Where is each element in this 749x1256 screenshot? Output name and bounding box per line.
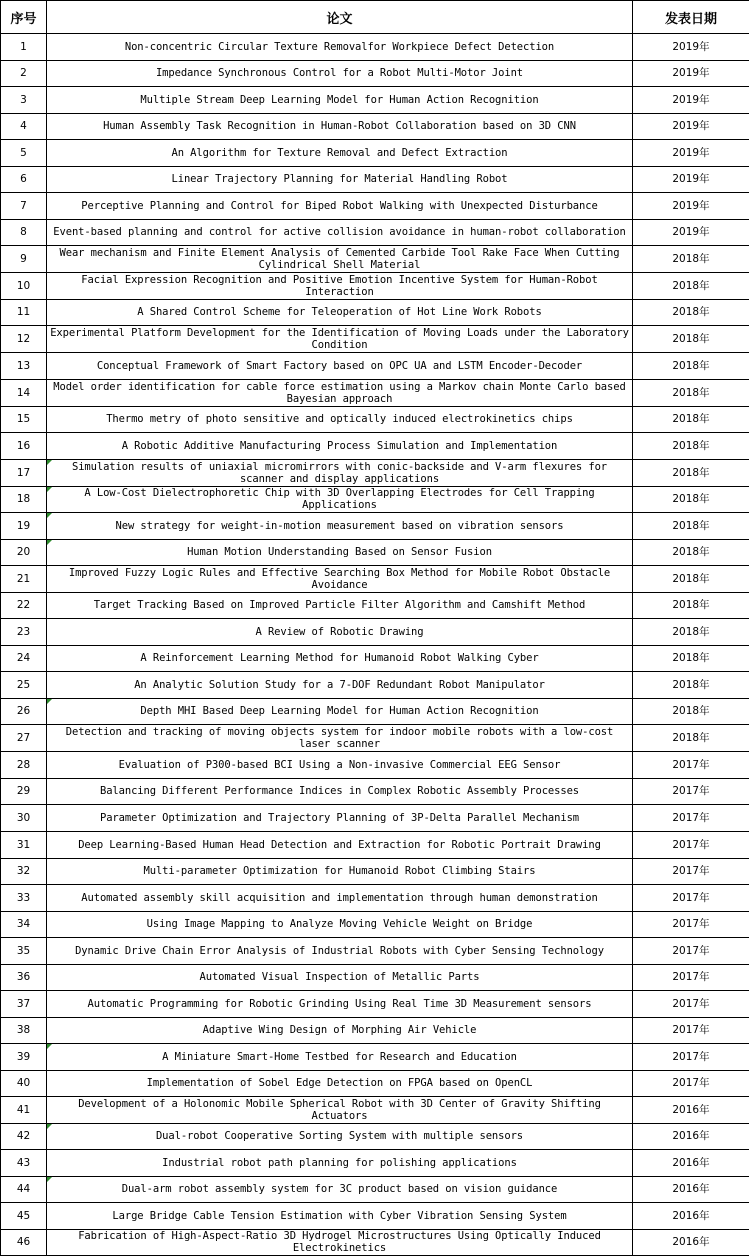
cell-date[interactable]: 2018年 (633, 299, 749, 326)
cell-title[interactable]: Conceptual Framework of Smart Factory based on OPC UA and LSTM Encoder-Decoder (47, 353, 633, 380)
cell-date[interactable]: 2018年 (633, 566, 749, 593)
table-row (1, 353, 749, 380)
cell-seq[interactable]: 37 (1, 991, 47, 1018)
cell-date[interactable]: 2017年 (633, 752, 749, 779)
cell-title[interactable]: Industrial robot path planning for polishing applications (47, 1150, 633, 1177)
cell-seq[interactable]: 17 (1, 459, 47, 486)
header-seq[interactable]: 序号 (1, 1, 47, 34)
cell-date[interactable]: 2016年 (633, 1229, 749, 1256)
cell-date[interactable]: 2018年 (633, 433, 749, 460)
table-row (1, 113, 749, 140)
cell-seq[interactable]: 45 (1, 1203, 47, 1230)
cell-title[interactable]: Depth MHI Based Deep Learning Model for Human Action Recognition (47, 698, 633, 725)
cell-seq[interactable]: 27 (1, 725, 47, 752)
cell-seq[interactable]: 26 (1, 698, 47, 725)
cell-title[interactable]: Parameter Optimization and Trajectory Planning of 3P-Delta Parallel Mechanism (47, 805, 633, 832)
cell-title[interactable]: Thermo metry of photo sensitive and optically induced electrokinetics chips (47, 406, 633, 433)
cell-date[interactable]: 2019年 (633, 113, 749, 140)
cell-title[interactable]: A Low-Cost Dielectrophoretic Chip with 3D Overlapping Electrodes for Cell Trapping Applications (47, 486, 633, 513)
cell-seq[interactable]: 42 (1, 1123, 47, 1150)
table-row (1, 1097, 749, 1124)
cell-date[interactable]: 2017年 (633, 1070, 749, 1097)
table-row (1, 1176, 749, 1203)
cell-date[interactable]: 2018年 (633, 539, 749, 566)
cell-date[interactable]: 2017年 (633, 832, 749, 859)
cell-seq[interactable]: 25 (1, 672, 47, 699)
cell-title[interactable]: Impedance Synchronous Control for a Robot Multi-Motor Joint (47, 60, 633, 87)
cell-title[interactable]: Development of a Holonomic Mobile Spherical Robot with 3D Center of Gravity Shifting Actuators (47, 1097, 633, 1124)
cell-title[interactable]: Multiple Stream Deep Learning Model for Human Action Recognition (47, 87, 633, 114)
cell-title[interactable]: Non-concentric Circular Texture Removalfor Workpiece Defect Detection (47, 34, 633, 61)
cell-date[interactable]: 2017年 (633, 911, 749, 938)
cell-title[interactable]: Detection and tracking of moving objects system for indoor mobile robots with a low-cost laser scanner (47, 725, 633, 752)
cell-date[interactable]: 2018年 (633, 725, 749, 752)
header-title[interactable]: 论文 (47, 1, 633, 34)
table-row (1, 672, 749, 699)
cell-date[interactable]: 2017年 (633, 1017, 749, 1044)
cell-title[interactable]: Implementation of Sobel Edge Detection on FPGA based on OpenCL (47, 1070, 633, 1097)
cell-date[interactable]: 2018年 (633, 645, 749, 672)
cell-seq[interactable]: 21 (1, 566, 47, 593)
table-row (1, 140, 749, 167)
cell-date[interactable]: 2017年 (633, 805, 749, 832)
table-row (1, 486, 749, 513)
table-row (1, 1017, 749, 1044)
table-body (1, 34, 749, 1256)
cell-seq[interactable]: 44 (1, 1176, 47, 1203)
cell-date[interactable]: 2017年 (633, 991, 749, 1018)
cell-seq[interactable]: 36 (1, 964, 47, 991)
cell-title[interactable]: Target Tracking Based on Improved Particle Filter Algorithm and Camshift Method (47, 592, 633, 619)
table-row (1, 87, 749, 114)
cell-title[interactable]: Dual-robot Cooperative Sorting System with multiple sensors (47, 1123, 633, 1150)
cell-title[interactable]: Wear mechanism and Finite Element Analysis of Cemented Carbide Tool Rake Face When Cutting Cylindrical Shell Material (47, 246, 633, 273)
cell-title[interactable]: Simulation results of uniaxial micromirrors with conic-backside and V-arm flexures for scanner and display applications (47, 459, 633, 486)
table-row (1, 273, 749, 300)
cell-date[interactable]: 2018年 (633, 459, 749, 486)
table-row (1, 1070, 749, 1097)
cell-title[interactable]: An Analytic Solution Study for a 7-DOF Redundant Robot Manipulator (47, 672, 633, 699)
table-row (1, 299, 749, 326)
cell-title[interactable]: Automatic Programming for Robotic Grinding Using Real Time 3D Measurement sensors (47, 991, 633, 1018)
cell-title[interactable]: Dual-arm robot assembly system for 3C product based on vision guidance (47, 1176, 633, 1203)
cell-title[interactable]: A Reinforcement Learning Method for Humanoid Robot Walking Cyber (47, 645, 633, 672)
cell-date[interactable]: 2016年 (633, 1176, 749, 1203)
cell-seq[interactable]: 15 (1, 406, 47, 433)
cell-date[interactable]: 2019年 (633, 193, 749, 220)
table-row (1, 858, 749, 885)
cell-title[interactable]: Automated assembly skill acquisition and implementation through human demonstration (47, 885, 633, 912)
table-row (1, 34, 749, 61)
cell-title[interactable]: Deep Learning-Based Human Head Detection and Extraction for Robotic Portrait Drawing (47, 832, 633, 859)
cell-seq[interactable]: 29 (1, 778, 47, 805)
cell-date[interactable]: 2019年 (633, 140, 749, 167)
table-row (1, 193, 749, 220)
cell-date[interactable]: 2018年 (633, 353, 749, 380)
table-row (1, 885, 749, 912)
cell-title[interactable]: Facial Expression Recognition and Positive Emotion Incentive System for Human-Robot Interaction (47, 273, 633, 300)
table-row (1, 938, 749, 965)
cell-seq[interactable]: 28 (1, 752, 47, 779)
cell-seq[interactable]: 5 (1, 140, 47, 167)
cell-seq[interactable]: 30 (1, 805, 47, 832)
table-row (1, 752, 749, 779)
cell-title[interactable]: Human Motion Understanding Based on Sensor Fusion (47, 539, 633, 566)
table-row (1, 832, 749, 859)
cell-date[interactable]: 2018年 (633, 698, 749, 725)
table-row (1, 911, 749, 938)
cell-title[interactable]: A Review of Robotic Drawing (47, 619, 633, 646)
cell-date[interactable]: 2016年 (633, 1203, 749, 1230)
table-row (1, 539, 749, 566)
cell-date[interactable]: 2016年 (633, 1150, 749, 1177)
table-row (1, 964, 749, 991)
cell-date[interactable]: 2016年 (633, 1097, 749, 1124)
cell-title[interactable]: Improved Fuzzy Logic Rules and Effective Searching Box Method for Mobile Robot Obstacle Avoidance (47, 566, 633, 593)
cell-date[interactable]: 2017年 (633, 1044, 749, 1071)
cell-date[interactable]: 2018年 (633, 672, 749, 699)
table-row (1, 725, 749, 752)
cell-seq[interactable]: 12 (1, 326, 47, 353)
cell-seq[interactable]: 7 (1, 193, 47, 220)
cell-title[interactable]: Experimental Platform Development for the Identification of Moving Loads under the Laboratory Condition (47, 326, 633, 353)
cell-date[interactable]: 2019年 (633, 34, 749, 61)
cell-date[interactable]: 2017年 (633, 885, 749, 912)
table-row (1, 1229, 749, 1256)
table-row (1, 1150, 749, 1177)
cell-seq[interactable]: 40 (1, 1070, 47, 1097)
cell-date[interactable]: 2017年 (633, 938, 749, 965)
header-date[interactable]: 发表日期 (633, 1, 749, 34)
cell-date[interactable]: 2018年 (633, 246, 749, 273)
cell-seq[interactable]: 34 (1, 911, 47, 938)
cell-title[interactable]: Automated Visual Inspection of Metallic Parts (47, 964, 633, 991)
cell-seq[interactable]: 38 (1, 1017, 47, 1044)
cell-date[interactable]: 2018年 (633, 379, 749, 406)
cell-title[interactable]: Adaptive Wing Design of Morphing Air Vehicle (47, 1017, 633, 1044)
cell-date[interactable]: 2018年 (633, 619, 749, 646)
cell-seq[interactable]: 35 (1, 938, 47, 965)
cell-title[interactable]: A Shared Control Scheme for Teleoperation of Hot Line Work Robots (47, 299, 633, 326)
table-row (1, 698, 749, 725)
table-row (1, 166, 749, 193)
cell-seq[interactable]: 19 (1, 513, 47, 540)
table-row (1, 219, 749, 246)
cell-seq[interactable]: 41 (1, 1097, 47, 1124)
cell-seq[interactable]: 1 (1, 34, 47, 61)
cell-seq[interactable]: 18 (1, 486, 47, 513)
table-row (1, 645, 749, 672)
cell-seq[interactable]: 23 (1, 619, 47, 646)
cell-seq[interactable]: 2 (1, 60, 47, 87)
cell-title[interactable]: Perceptive Planning and Control for Biped Robot Walking with Unexpected Disturbance (47, 193, 633, 220)
cell-seq[interactable]: 11 (1, 299, 47, 326)
cell-seq[interactable]: 33 (1, 885, 47, 912)
cell-title[interactable]: Fabrication of High-Aspect-Ratio 3D Hydrogel Microstructures Using Optically Induced Electrokinetics (47, 1229, 633, 1256)
cell-date[interactable]: 2018年 (633, 406, 749, 433)
table-row (1, 326, 749, 353)
table-row (1, 1123, 749, 1150)
cell-title[interactable]: A Robotic Additive Manufacturing Process Simulation and Implementation (47, 433, 633, 460)
table-row (1, 619, 749, 646)
cell-date[interactable]: 2019年 (633, 60, 749, 87)
cell-seq[interactable]: 43 (1, 1150, 47, 1177)
cell-title[interactable]: Balancing Different Performance Indices in Complex Robotic Assembly Processes (47, 778, 633, 805)
table-row (1, 513, 749, 540)
cell-date[interactable]: 2019年 (633, 219, 749, 246)
cell-date[interactable]: 2018年 (633, 326, 749, 353)
cell-date[interactable]: 2018年 (633, 592, 749, 619)
cell-seq[interactable]: 31 (1, 832, 47, 859)
cell-title[interactable]: Large Bridge Cable Tension Estimation with Cyber Vibration Sensing System (47, 1203, 633, 1230)
cell-seq[interactable]: 46 (1, 1229, 47, 1256)
table-row (1, 246, 749, 273)
cell-date[interactable]: 2019年 (633, 87, 749, 114)
cell-date[interactable]: 2017年 (633, 778, 749, 805)
cell-date[interactable]: 2017年 (633, 858, 749, 885)
cell-title[interactable]: Multi-parameter Optimization for Humanoid Robot Climbing Stairs (47, 858, 633, 885)
cell-seq[interactable]: 32 (1, 858, 47, 885)
cell-title[interactable]: Model order identification for cable force estimation using a Markov chain Monte Carlo based Bayesian approach (47, 379, 633, 406)
table-row (1, 459, 749, 486)
table-row (1, 778, 749, 805)
cell-date[interactable]: 2018年 (633, 273, 749, 300)
cell-title[interactable]: Evaluation of P300-based BCI Using a Non-invasive Commercial EEG Sensor (47, 752, 633, 779)
cell-date[interactable]: 2018年 (633, 486, 749, 513)
table-row (1, 433, 749, 460)
cell-seq[interactable]: 22 (1, 592, 47, 619)
table-row (1, 991, 749, 1018)
table-row (1, 592, 749, 619)
cell-seq[interactable]: 20 (1, 539, 47, 566)
cell-title[interactable]: Event-based planning and control for active collision avoidance in human-robot collaboration (47, 219, 633, 246)
cell-date[interactable]: 2019年 (633, 166, 749, 193)
cell-seq[interactable]: 8 (1, 219, 47, 246)
header-row (1, 1, 749, 34)
cell-seq[interactable]: 13 (1, 353, 47, 380)
cell-title[interactable]: Human Assembly Task Recognition in Human-Robot Collaboration based on 3D CNN (47, 113, 633, 140)
cell-seq[interactable]: 9 (1, 246, 47, 273)
cell-seq[interactable]: 10 (1, 273, 47, 300)
cell-title[interactable]: An Algorithm for Texture Removal and Defect Extraction (47, 140, 633, 167)
table-row (1, 1044, 749, 1071)
table-row (1, 406, 749, 433)
cell-seq[interactable]: 39 (1, 1044, 47, 1071)
cell-title[interactable]: Using Image Mapping to Analyze Moving Vehicle Weight on Bridge (47, 911, 633, 938)
cell-seq[interactable]: 16 (1, 433, 47, 460)
cell-title[interactable]: A Miniature Smart-Home Testbed for Research and Education (47, 1044, 633, 1071)
cell-seq[interactable]: 3 (1, 87, 47, 114)
cell-title[interactable]: Linear Trajectory Planning for Material Handling Robot (47, 166, 633, 193)
table-row (1, 379, 749, 406)
table-row (1, 805, 749, 832)
cell-date[interactable]: 2018年 (633, 513, 749, 540)
cell-seq[interactable]: 6 (1, 166, 47, 193)
cell-title[interactable]: New strategy for weight-in-motion measurement based on vibration sensors (47, 513, 633, 540)
table-row (1, 60, 749, 87)
cell-title[interactable]: Dynamic Drive Chain Error Analysis of Industrial Robots with Cyber Sensing Technology (47, 938, 633, 965)
cell-seq[interactable]: 4 (1, 113, 47, 140)
cell-seq[interactable]: 24 (1, 645, 47, 672)
table-row (1, 566, 749, 593)
cell-date[interactable]: 2017年 (633, 964, 749, 991)
cell-seq[interactable]: 14 (1, 379, 47, 406)
table-row (1, 1203, 749, 1230)
cell-date[interactable]: 2016年 (633, 1123, 749, 1150)
